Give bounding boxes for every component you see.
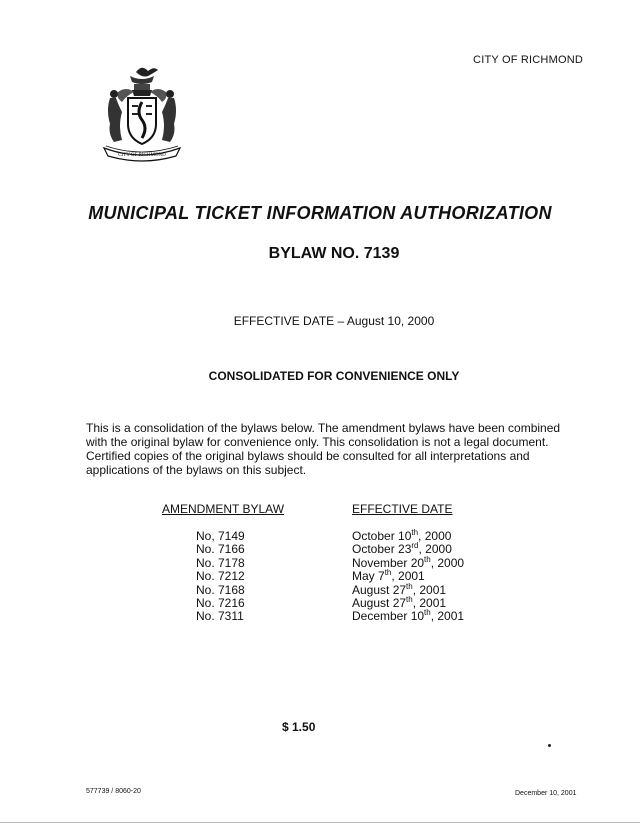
consolidated-notice: CONSOLIDATED FOR CONVENIENCE ONLY [208, 369, 460, 383]
date-ordinal-suffix: th [424, 608, 431, 618]
amendment-bylaw-header: AMENDMENT BYLAW [162, 502, 285, 516]
amendment-bylaw-item: No, 7149 [196, 529, 245, 543]
amendment-bylaw-item: No. 7216 [196, 596, 245, 611]
date-year: , 2001 [412, 596, 447, 611]
bylaw-number: BYLAW NO. 7139 [268, 245, 400, 262]
date-ordinal-suffix: th [406, 595, 413, 605]
date-day: November 20 [352, 555, 425, 570]
amendment-date-item [352, 543, 464, 556]
date-year: , 2000 [418, 542, 452, 557]
amendment-bylaw-item: No. 7311 [196, 609, 244, 624]
footer-date: December 10, 2001 [515, 790, 577, 797]
effective-date-list [352, 530, 464, 624]
amendment-bylaw-item: No. 7212 [196, 569, 245, 584]
date-ordinal-suffix: th [411, 528, 419, 537]
date-ordinal-suffix: th [406, 581, 413, 591]
amendment-bylaw-list [196, 530, 245, 624]
date-ordinal-suffix: th [424, 554, 431, 564]
document-number: 577739 / 8060-20 [86, 788, 141, 795]
date-year: , 2001 [412, 582, 447, 597]
intro-paragraph: This is a consolidation of the bylaws below. The amendment bylaws have been combined with the original bylaw for convenience only. This consolidation is not a legal document. Certified copies of the original bylaws should be consulted for all interpretations and applications of the bylaws on this subject. [86, 421, 561, 477]
page-edge-line [0, 822, 640, 823]
date-ordinal-suffix: rd [411, 541, 419, 551]
amendment-bylaw-item: No. 7178 [196, 555, 245, 570]
effective-date-header: EFFECTIVE DATE [352, 502, 453, 516]
svg-text:CITY OF RICHMOND: CITY OF RICHMOND [118, 153, 166, 158]
date-day: October 10 [352, 529, 412, 543]
date-day: December 10 [352, 609, 425, 624]
document-title: MUNICIPAL TICKET INFORMATION AUTHORIZATION [88, 203, 552, 223]
amendment-bylaw-item: No. 7166 [196, 542, 245, 557]
effective-date: EFFECTIVE DATE – August 10, 2000 [233, 314, 435, 328]
city-name: CITY OF RICHMOND [473, 54, 583, 66]
date-year: , 2001 [430, 609, 465, 624]
speck [548, 744, 551, 747]
date-day: October 23 [352, 542, 412, 557]
date-year: , 2000 [418, 529, 452, 543]
amendment-date-item [352, 610, 464, 623]
date-day: August 27 [352, 596, 407, 611]
amendment-bylaw-item: No. 7168 [196, 582, 245, 597]
date-year: , 2000 [430, 555, 465, 570]
date-ordinal-suffix: th [384, 568, 392, 578]
coat-of-arms-icon [96, 62, 188, 162]
price: $ 1.50 [282, 720, 316, 734]
date-day: August 27 [352, 582, 407, 597]
date-year: , 2001 [391, 569, 425, 584]
date-day: May 7 [352, 569, 385, 584]
